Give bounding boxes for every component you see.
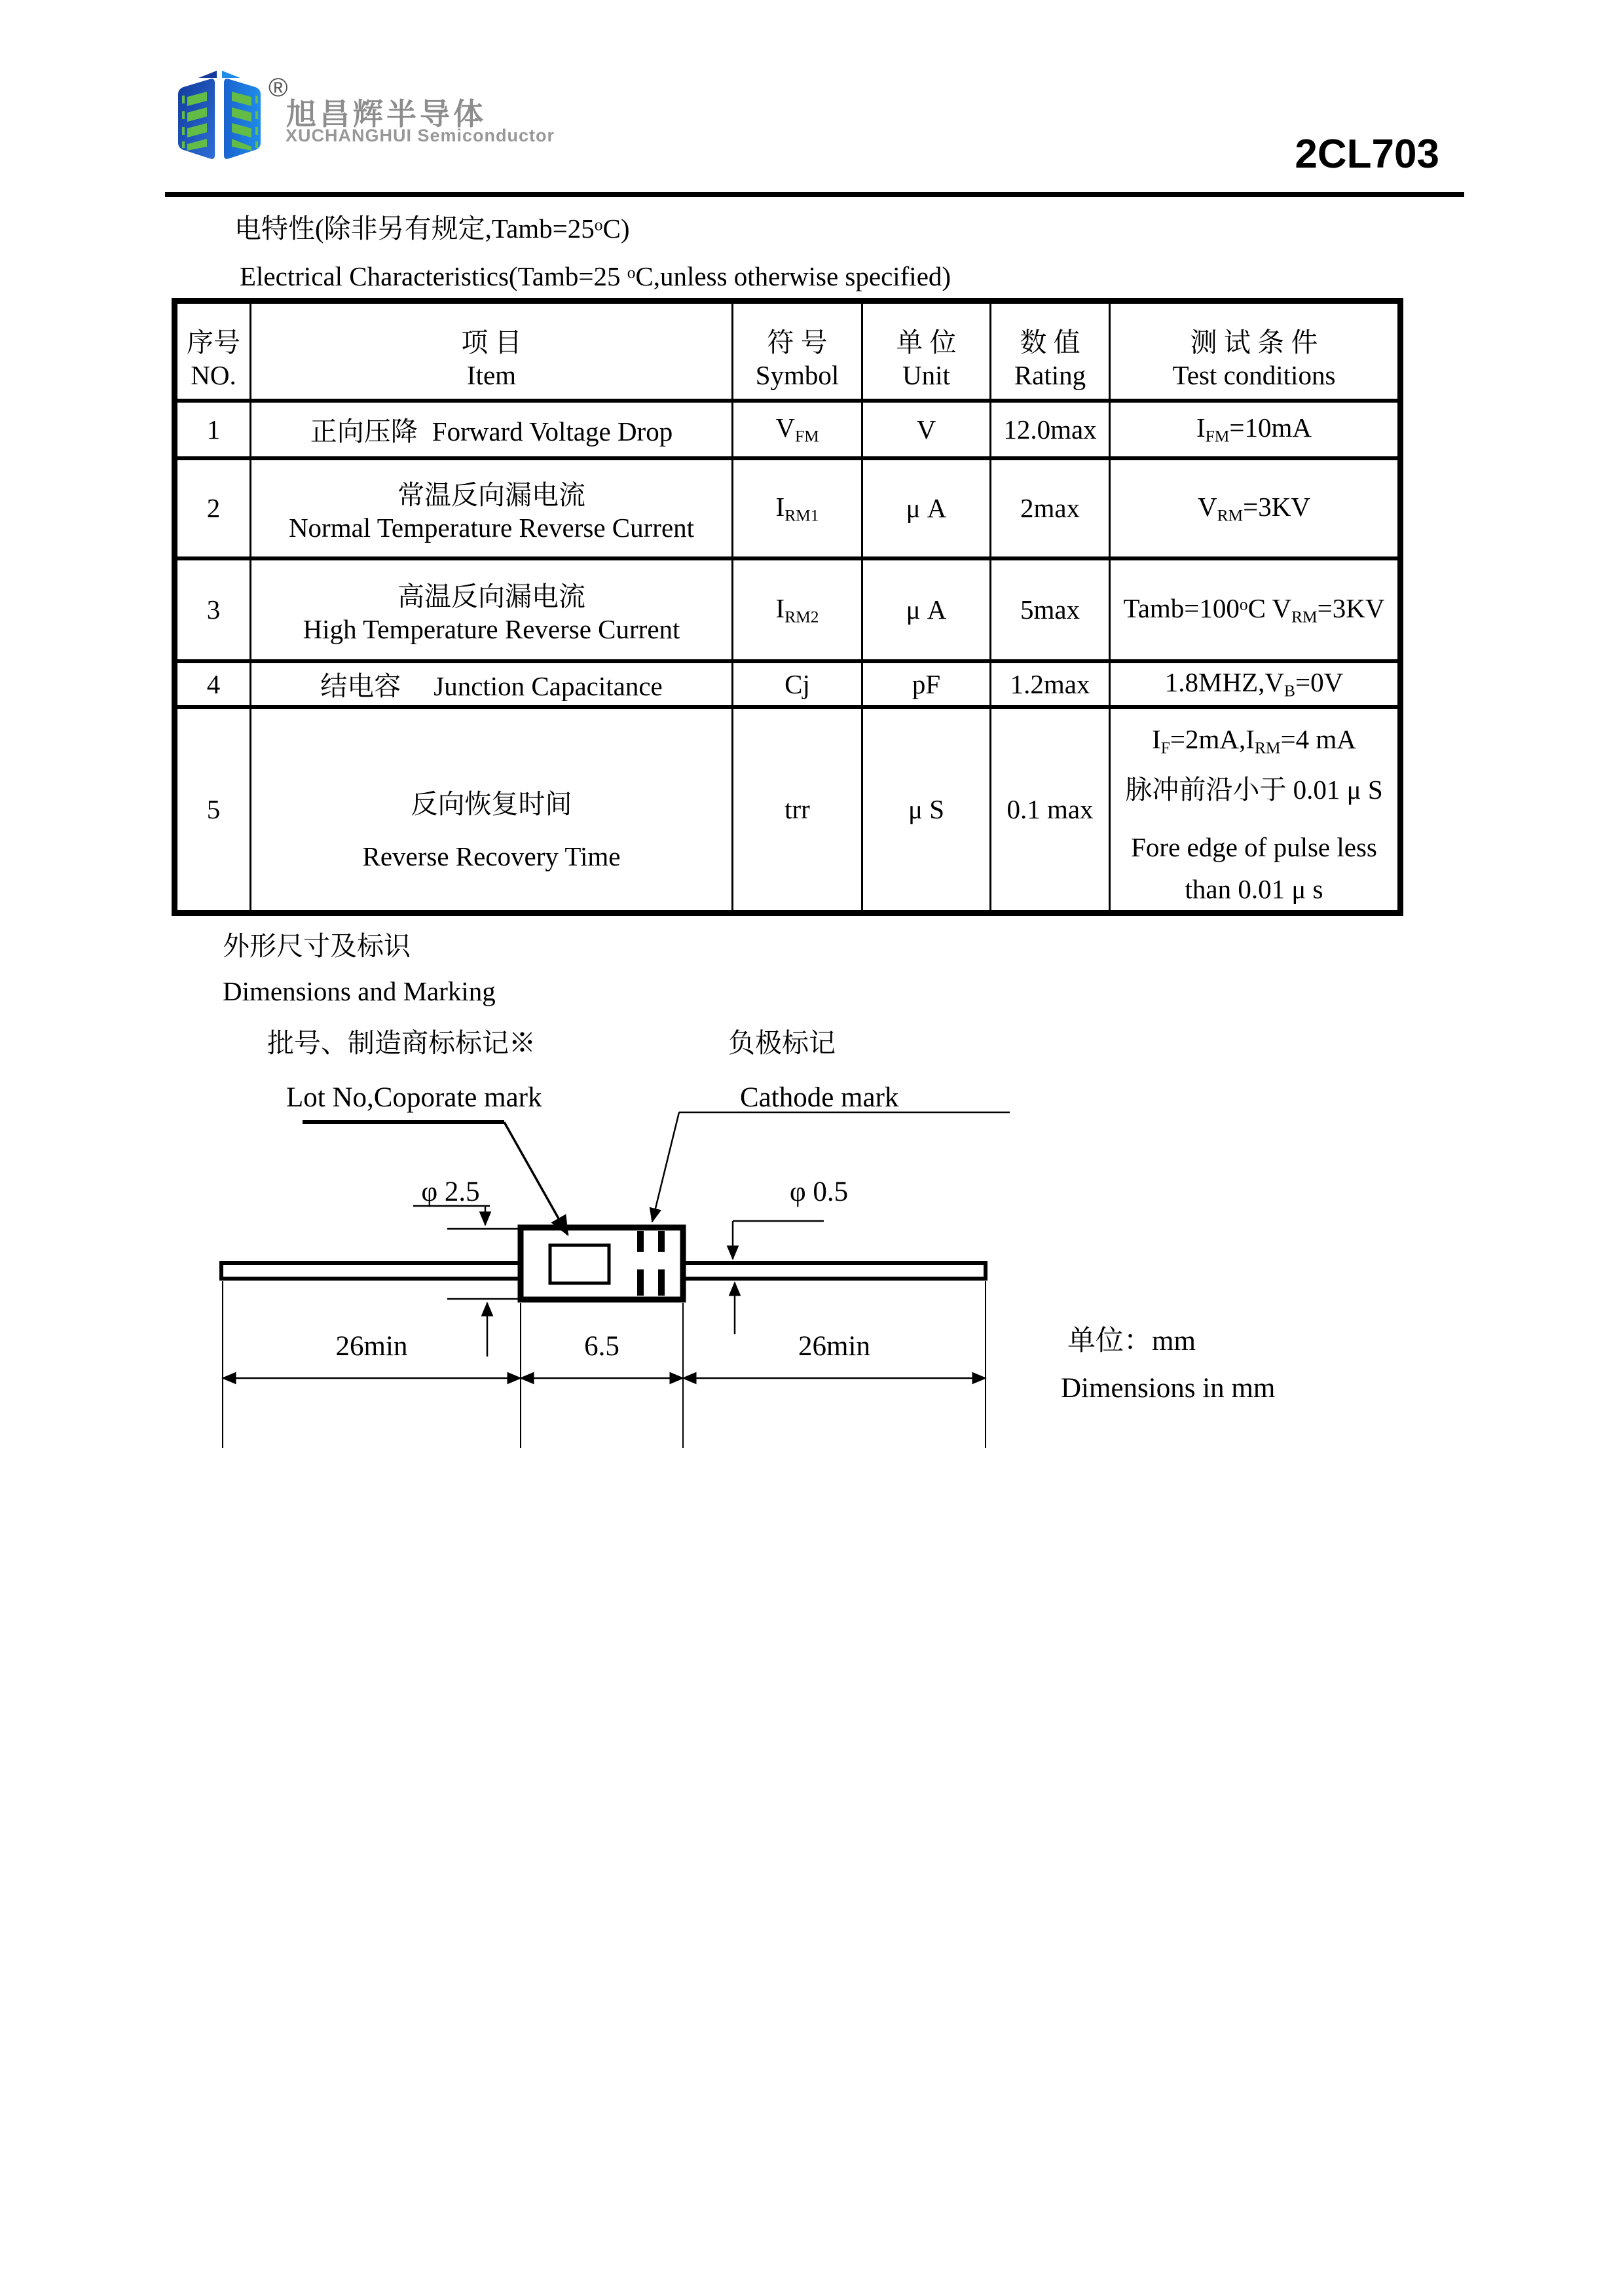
- header-unit-zh: 单 位: [896, 327, 957, 357]
- header-item-zh: 项 目: [461, 327, 522, 357]
- row1-conditions: $I_{FM}=10mA$: [1110, 401, 1401, 458]
- left-lead: [221, 1263, 521, 1279]
- company-name-zh: 旭昌辉半导体: [286, 97, 487, 131]
- body-diameter-dim: φ 2.5: [421, 1176, 480, 1207]
- header-conditions-en: Test conditions: [1172, 359, 1336, 390]
- lot-leader-line: [504, 1122, 568, 1235]
- row1-symbol: $V_{FM}$: [733, 401, 862, 458]
- row3-no: 3: [175, 558, 251, 661]
- electrical-title-zh: 电特性(除非另有规定$,Tamb=25^oC$): [234, 213, 630, 244]
- row4-unit: pF: [862, 661, 991, 707]
- header-symbol-zh: 符 号: [767, 327, 828, 357]
- electrical-title-en: Electrical Characteristics(Tamb=25 $^o$C,unless otherwise specified): [240, 261, 951, 291]
- row3-item-en: High Temperature Reverse Current: [303, 613, 680, 644]
- header-symbol-en: Symbol: [755, 359, 840, 390]
- row3-rating: 5max: [991, 558, 1110, 661]
- header-unit-en: Unit: [902, 359, 950, 390]
- row5-item-zh: 反向恢复时间: [411, 789, 572, 820]
- part-number: 2CL703: [1295, 132, 1439, 177]
- header-no-zh: 序号: [187, 327, 240, 357]
- row5-item-en: Reverse Recovery Time: [362, 841, 621, 872]
- row4-conditions: $1.8MHZ,V_B=0V$: [1110, 661, 1401, 707]
- right-lead: [683, 1263, 986, 1279]
- row2-symbol: $I_{RM1}$: [733, 458, 862, 558]
- row2-conditions: $V_{RM}=3KV$: [1110, 458, 1401, 558]
- lot-mark-label-zh: 批号、制造商标标记※: [267, 1028, 536, 1058]
- row2-item-zh: 常温反向漏电流: [397, 479, 585, 510]
- header-conditions-zh: 测 试 条 件: [1190, 327, 1318, 357]
- marking-box: [550, 1245, 609, 1283]
- row5-cond-line2: 脉冲前沿小于 0.01 μ S: [1125, 774, 1383, 805]
- row4-no: 4: [175, 661, 251, 707]
- body-length-dim: 6.5: [584, 1331, 619, 1362]
- dimensions-title-zh: 外形尺寸及标识: [223, 931, 411, 961]
- row5-no: 5: [175, 707, 251, 913]
- header-rating-en: Rating: [1014, 359, 1086, 390]
- row3-symbol: $I_{RM2}$: [733, 558, 862, 661]
- row2-no: 2: [175, 458, 251, 558]
- row1-item-zh: 正向压降: [310, 416, 418, 446]
- lot-mark-label-en: Lot No,Coporate mark: [286, 1082, 542, 1113]
- lead-diameter-dim: φ 0.5: [789, 1176, 849, 1207]
- row5-cond-line3: Fore edge of pulse less: [1131, 832, 1377, 863]
- header-no-en: NO.: [191, 359, 236, 390]
- row1-no: 1: [175, 401, 251, 458]
- row3-unit: μ A: [862, 558, 991, 661]
- unit-note-zh: 单位：mm: [1067, 1326, 1196, 1357]
- row5-cond-line1: $I_F=2mA,I_{RM}=4$ mA: [1152, 723, 1356, 757]
- row2-rating: 2max: [991, 458, 1110, 558]
- row3-item-zh: 高温反向漏电流: [397, 581, 585, 611]
- registered-trademark-icon: ®: [268, 73, 288, 102]
- row5-unit: μ S: [862, 707, 991, 913]
- company-name-en: XUCHANGHUI Semiconductor: [286, 126, 555, 145]
- right-lead-length-dim: 26min: [798, 1331, 870, 1362]
- row2-item-en: Normal Temperature Reverse Current: [288, 512, 695, 543]
- header-item-en: Item: [466, 359, 517, 390]
- left-lead-length-dim: 26min: [335, 1331, 408, 1362]
- row5-symbol: trr: [733, 707, 862, 913]
- row3-conditions: $Tamb=100^oC$ $V_{RM}=3KV$: [1110, 558, 1401, 661]
- row4-item-zh: 结电容: [320, 671, 401, 701]
- dimensions-title-en: Dimensions and Marking: [223, 976, 496, 1006]
- row2-unit: μ A: [862, 458, 991, 558]
- unit-note-en: Dimensions in mm: [1061, 1373, 1276, 1404]
- row1-unit: V: [862, 401, 991, 458]
- header-rating-zh: 数 值: [1020, 327, 1080, 357]
- cathode-mark-label-zh: 负极标记: [728, 1028, 836, 1058]
- row1-item-en: Forward Voltage Drop: [432, 416, 673, 446]
- row5-rating: 0.1 max: [991, 707, 1110, 913]
- row4-rating: 1.2max: [991, 661, 1110, 707]
- cathode-mark-label-en: Cathode mark: [740, 1082, 899, 1113]
- row4-item-en: Junction Capacitance: [434, 671, 663, 701]
- row5-cond-line4: than 0.01 μ s: [1185, 874, 1323, 905]
- cathode-leader-line: [652, 1112, 679, 1222]
- row1-rating: 12.0max: [991, 401, 1110, 458]
- row4-symbol: Cj: [733, 661, 862, 707]
